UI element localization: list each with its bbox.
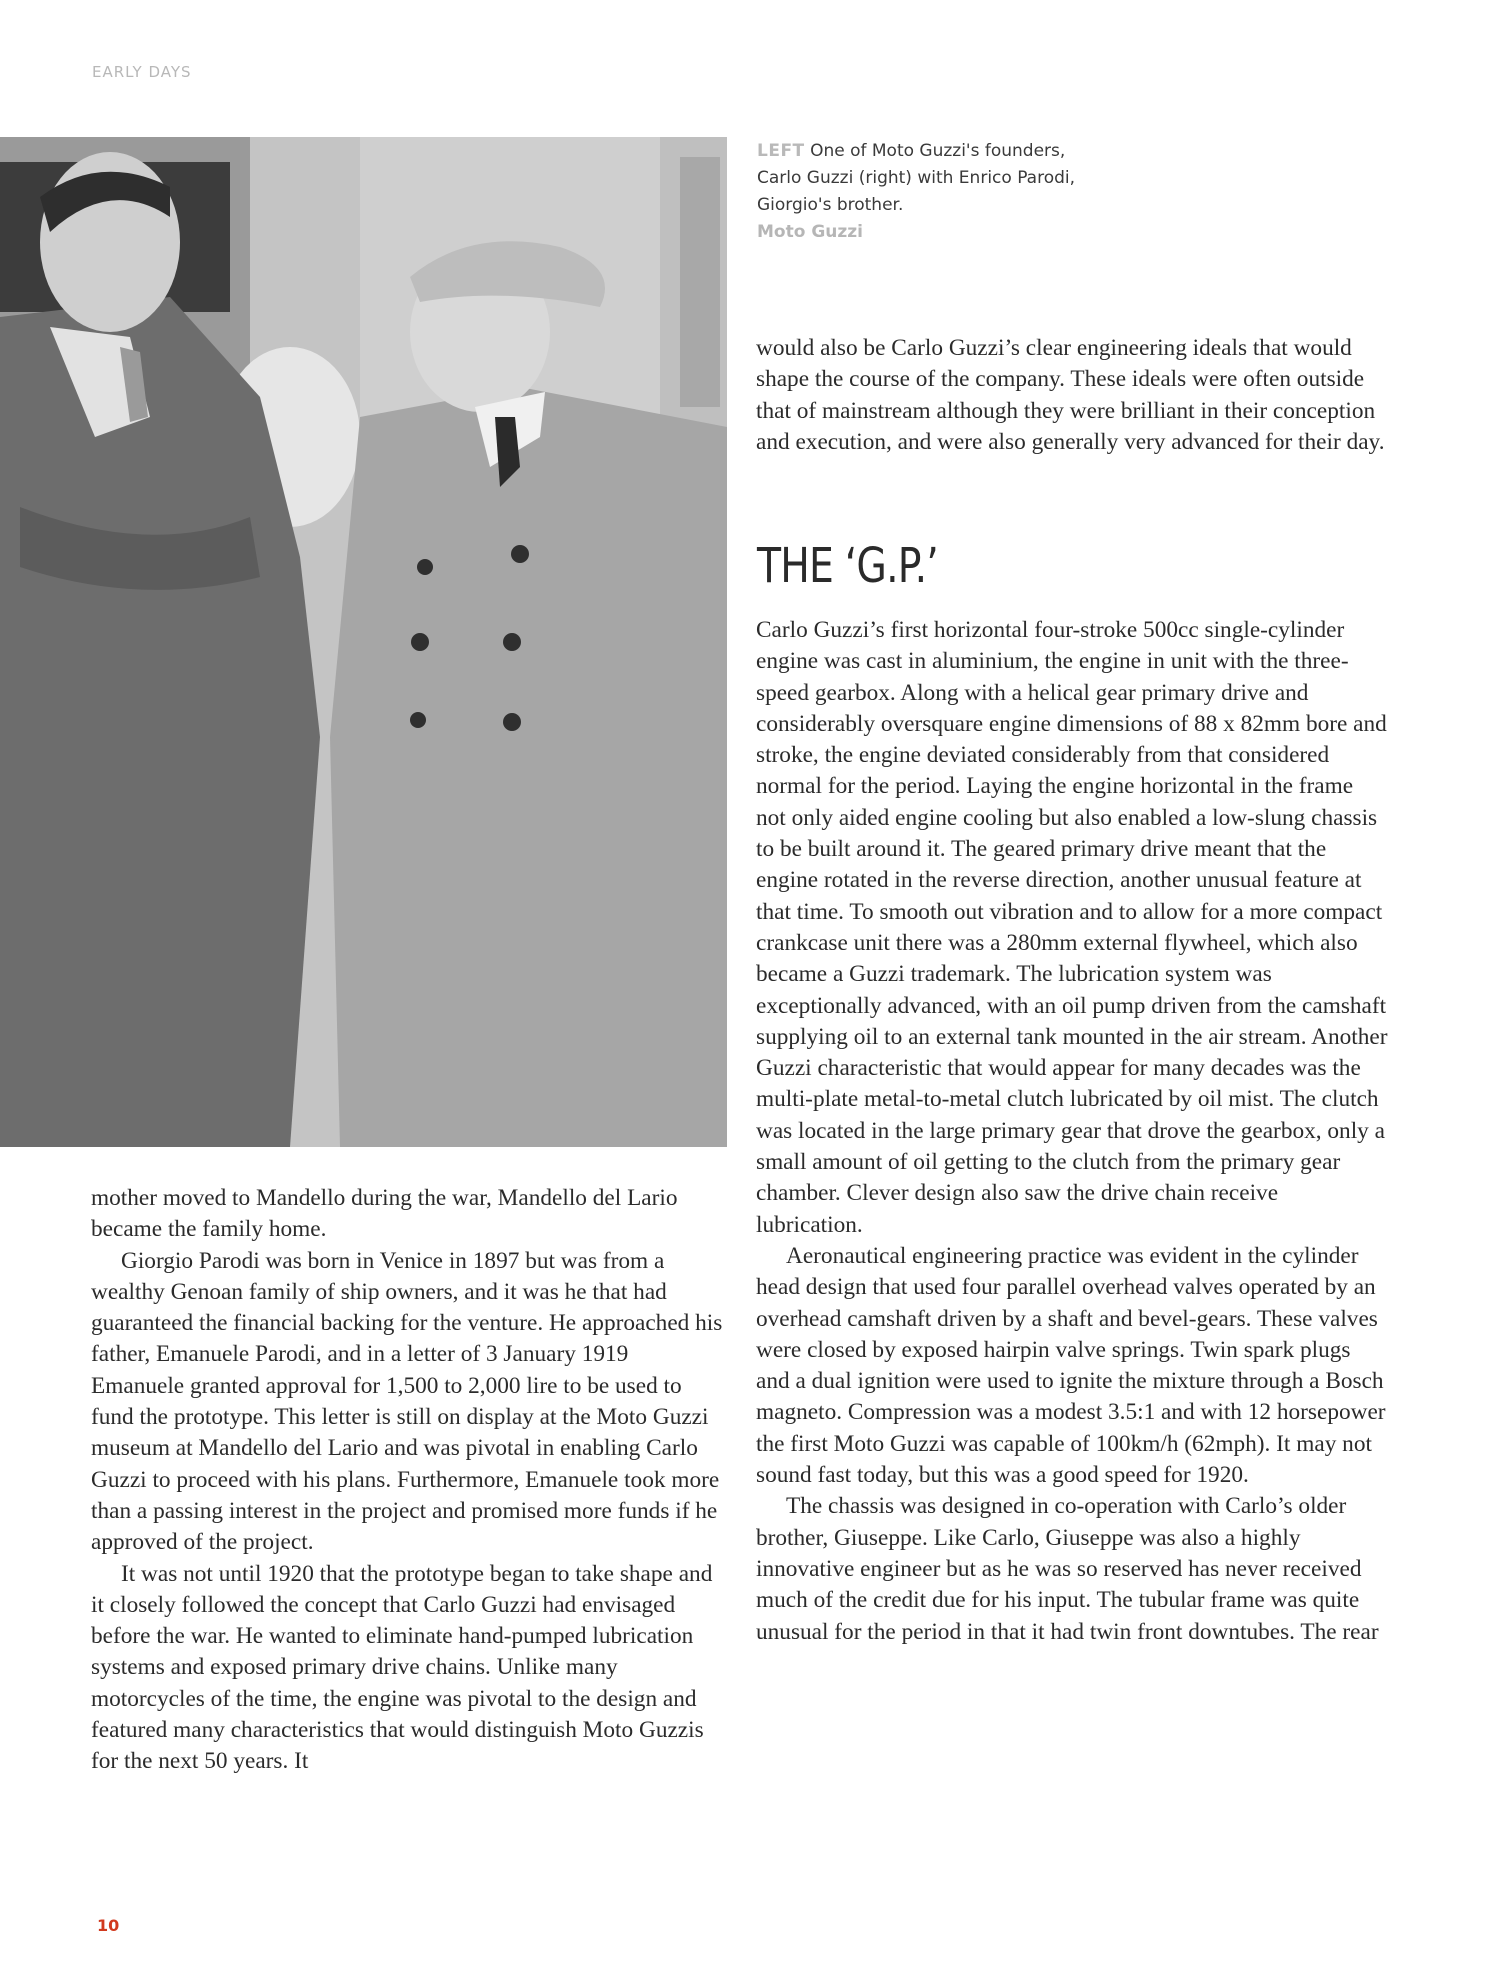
paragraph: Carlo Guzzi’s first horizontal four-stroke 500cc single-cylinder engine was cast in aluminium, the engine in unit with the three-speed gearbox. Along with a helical gear primary drive and considerably oversquare engine dimensions of 88 x 82mm bore and stroke, the engine deviated considerably from that considered normal for the period. Laying the engine horizontal in the frame not only aided engine cooling but also enabled a low-slung chassis to be built around it. The geared primary drive meant that the engine rotated in the reverse direction, another unusual feature at that time. To smooth out vibration and to allow for a more compact crankcase unit there was a 280mm external flywheel, which also became a Guzzi trademark. The lubrication system was exceptionally advanced, with an oil pump driven from the camshaft supplying oil to an external tank mounted in the air stream. Another Guzzi characteristic that would appear for many decades was the multi-plate metal-to-metal clutch lubricated by oil mist. The clutch was located in the large primary gear that drove the gearbox, only a small amount of oil getting to the clutch from the primary gear chamber. Clever design also saw the drive chain receive lubrication. [756,617,1388,1238]
paragraph: It was not until 1920 that the prototype began to take shape and it closely followed the concept that Carlo Guzzi had envisaged before the war. He wanted to eliminate hand-pumped lubrication systems and exposed primary drive chains. Unlike many motorcycles of the time, the engine was pivotal to the design and featured many characteristics that would distinguish Moto Guzzis for the next 50 years. It [91,1560,713,1775]
paragraph: Aeronautical engineering practice was evident in the cylinder head design that used four parallel overhead valves operated by an overhead camshaft driven by a shaft and bevel-gears. These valves were closed by exposed hairpin valve springs. Twin spark plugs and a dual ignition were used to ignite the mixture through a Bosch magneto. Compression was a modest 3.5:1 and with 12 horsepower the first Moto Guzzi was capable of 100km/h (62mph). It may not sound fast today, but this was a good speed for 1920. [756,1242,1386,1489]
page-number: 10 [97,1916,120,1935]
photo-illustration [0,137,727,1147]
caption-text: One of Moto Guzzi's founders, Carlo Guzzi (right) with Enrico Parodi, Giorgio's brother. [757,141,1076,215]
running-head: EARLY DAYS [92,63,192,81]
left-column-body [91,1183,727,1778]
photo-caption [757,138,1097,246]
section-heading: THE ‘G.P.’ [757,538,938,594]
right-column-continuation [756,333,1388,458]
paragraph: Giorgio Parodi was born in Venice in 1897 but was from a wealthy Genoan family of ship owners, and it was he that had guaranteed the financial backing for the venture. He approached his father, Emanuele Parodi, and in a letter of 3 January 1919 Emanuele granted approval for 1,500 to 2,000 lire to be used to fund the prototype. This letter is still on display at the Moto Guzzi museum at Mandello del Lario and was pivotal in enabling Carlo Guzzi to proceed with his plans. Furthermore, Emanuele took more than a passing interest in the project and promised more funds if he approved of the project. [91,1247,723,1556]
paragraph: mother moved to Mandello during the war, Mandello del Lario became the family home. [91,1185,678,1243]
paragraph: The chassis was designed in co-operation with Carlo’s older brother, Giuseppe. Like Carlo, Giuseppe was also a highly innovative engineer but as he was so reserved has never received much of the credit due for his input. The tubular frame was quite unusual for the period in that it had twin front downtubes. The rear [756,1493,1379,1645]
paragraph: would also be Carlo Guzzi’s clear engineering ideals that would shape the course of the company. These ideals were often outside that of mainstream although they were brilliant in their conception and execution, and were also generally very advanced for their day. [756,335,1385,455]
section-body [756,615,1388,1648]
caption-position-label: LEFT [757,141,805,161]
caption-credit: Moto Guzzi [757,222,863,242]
photograph [0,137,727,1147]
